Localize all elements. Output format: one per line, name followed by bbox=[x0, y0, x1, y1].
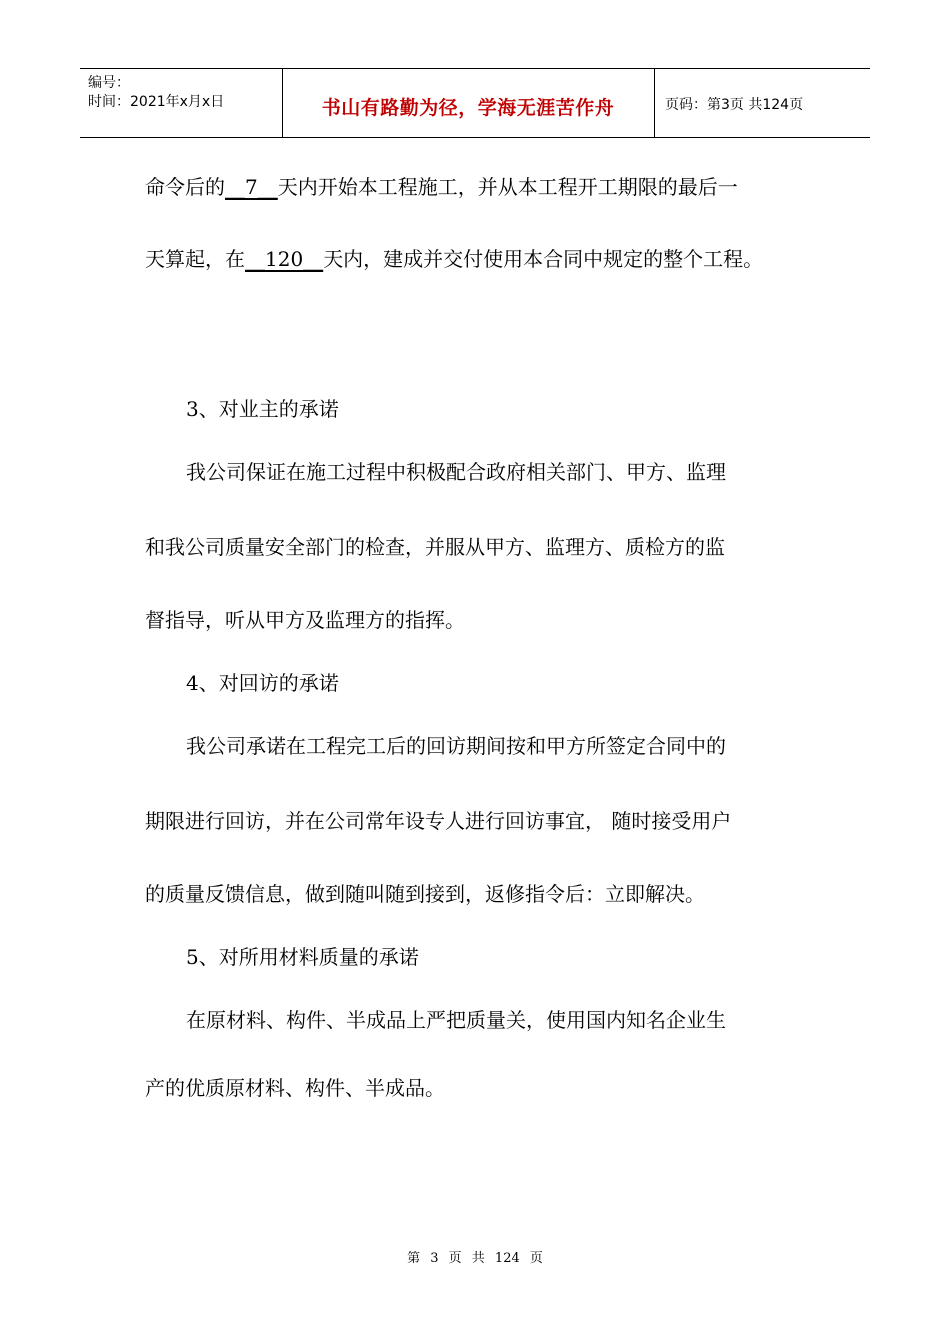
paragraph-line: 产的优质原材料、构件、半成品。 bbox=[145, 1076, 445, 1100]
paragraph-line: 期限进行回访，并在公司常年设专人进行回访事宜， 随时接受用户 bbox=[145, 809, 732, 833]
section-heading: 3、对业主的承诺 bbox=[186, 397, 339, 421]
document-date-label: 时间：2021年x月x日 bbox=[88, 94, 225, 110]
page-header bbox=[80, 68, 870, 138]
paragraph-line: 在原材料、构件、半成品上严把质量关，使用国内知名企业生 bbox=[186, 1008, 726, 1032]
text-span: 天内，建成并交付使用本合同中规定的整个工程。 bbox=[323, 247, 764, 271]
paragraph-line: 督指导，听从甲方及监理方的指挥。 bbox=[145, 608, 465, 632]
header-right-cell bbox=[655, 69, 870, 137]
completion-days-value: __120__ bbox=[245, 247, 324, 271]
text-span: 天内开始本工程施工，并从本工程开工期限的最后一 bbox=[277, 175, 738, 199]
header-middle-cell bbox=[282, 69, 655, 137]
paragraph-line: 我公司保证在施工过程中积极配合政府相关部门、甲方、监理 bbox=[186, 460, 726, 484]
header-left-cell bbox=[80, 69, 283, 137]
start-days-value: __7__ bbox=[225, 175, 278, 199]
text-span: 命令后的 bbox=[145, 175, 225, 199]
section-heading: 5、对所用材料质量的承诺 bbox=[186, 945, 419, 969]
section-heading: 4、对回访的承诺 bbox=[186, 671, 339, 695]
page-footer: 第 3 页 共 124 页 bbox=[407, 1251, 543, 1266]
header-motto: 书山有路勤为径，学海无涯苦作舟 bbox=[321, 97, 615, 119]
paragraph-line: 我公司承诺在工程完工后的回访期间按和甲方所签定合同中的 bbox=[186, 734, 726, 758]
paragraph-line: 的质量反馈信息，做到随叫随到接到，返修指令后：立即解决。 bbox=[145, 882, 705, 906]
paragraph-line: 和我公司质量安全部门的检查，并服从甲方、监理方、质检方的监 bbox=[145, 535, 725, 559]
paragraph-line bbox=[145, 175, 738, 199]
header-page-info: 页码：第3页 共124页 bbox=[665, 97, 804, 113]
paragraph-line bbox=[145, 247, 763, 271]
text-span: 天算起，在 bbox=[145, 247, 245, 271]
document-number-label: 编号： bbox=[88, 75, 130, 91]
